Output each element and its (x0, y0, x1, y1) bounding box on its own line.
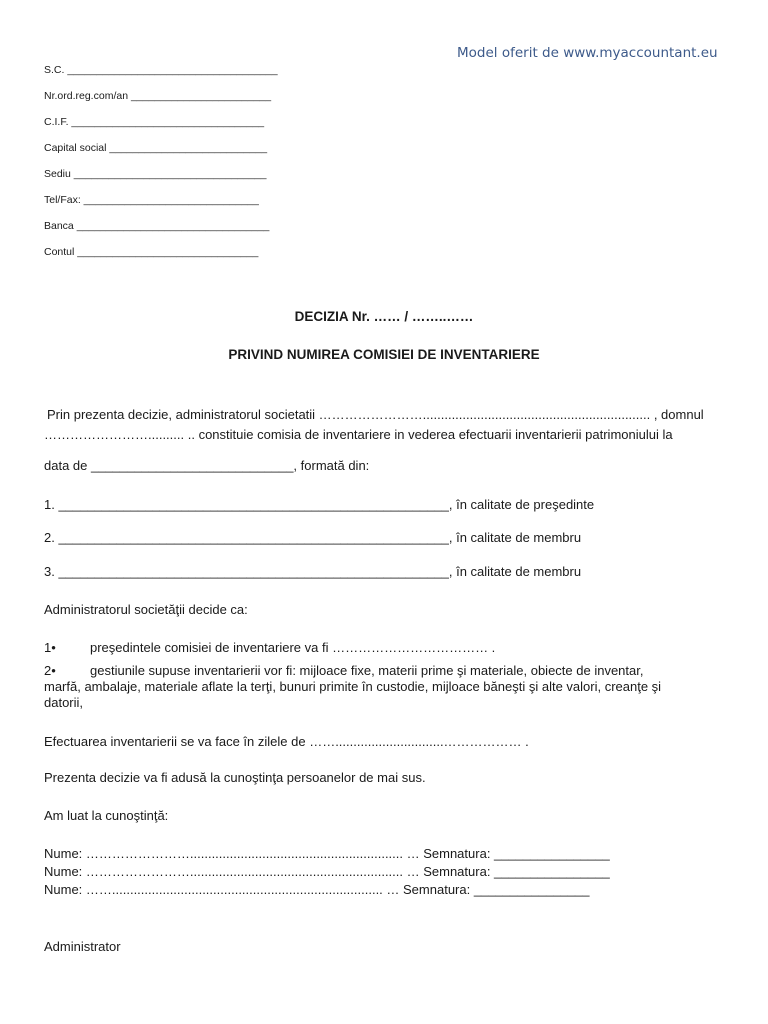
watermark-text: Model oferit de www.myaccountant.eu (457, 45, 718, 61)
item-2-line-1: gestiunile supuse inventarierii vor fi: mijloace fixe, materii prime şi materiale, obiecte de inventar, (90, 663, 644, 678)
company-field-sc: S.C. ____________________________________ (44, 64, 278, 76)
inventory-days-line: Efectuarea inventarierii se va face în zilele de ……..............................……………… . (44, 734, 529, 749)
company-field-contul: Contul _______________________________ (44, 246, 259, 258)
signature-line-3: Nume: ……........................................................................... … Semnatura: ________________ (44, 882, 590, 897)
item-2-number: 2• (44, 663, 56, 678)
member-line-2: 2. ______________________________________________________, în calitate de membru (44, 530, 582, 545)
company-field-capital: Capital social ___________________________ (44, 142, 268, 154)
item-2-line-3: datorii, (44, 695, 84, 710)
company-field-reg: Nr.ord.reg.com/an ________________________ (44, 90, 272, 102)
item-1-text: preşedintele comisiei de inventariere va fi ……………………………… . (90, 640, 496, 655)
administrator-label: Administrator (44, 939, 121, 954)
intro-line-1: Prin prezenta decizie, administratorul societatii ……………………............................................................... , domnul (47, 407, 704, 422)
item-1-number: 1• (44, 640, 56, 655)
acknowledged-heading: Am luat la cunoştinţă: (44, 808, 169, 823)
notice-line: Prezenta decizie va fi adusă la cunoştinţa persoanelor de mai sus. (44, 770, 426, 785)
date-line: data de ____________________________, formată din: (44, 458, 370, 473)
item-2-line-2: marfă, ambalaje, materiale aflate la terţi, bunuri primite în custodie, mijloace băneşti şi alte valori, creanţe şi (44, 679, 662, 694)
signature-line-1: Nume: ……………………........................................................... … Semnatura: ________________ (44, 846, 610, 861)
company-field-sediu: Sediu _________________________________ (44, 168, 267, 180)
company-field-telfax: Tel/Fax: ______________________________ (44, 194, 259, 206)
intro-line-2: …………………….......... .. constituie comisia de inventariere in vederea efectuarii inventarierii patrimoniului la (44, 427, 673, 442)
company-field-banca: Banca _________________________________ (44, 220, 270, 232)
decides-heading: Administratorul societăţii decide ca: (44, 602, 248, 617)
signature-line-2: Nume: ……………………........................................................... … Semnatura: ________________ (44, 864, 610, 879)
member-line-3: 3. ______________________________________________________, în calitate de membru (44, 564, 582, 579)
company-field-cif: C.I.F. _________________________________ (44, 116, 265, 128)
decision-subtitle: PRIVIND NUMIREA COMISIEI DE INVENTARIERE (228, 347, 540, 362)
member-line-1: 1. ______________________________________________________, în calitate de preşedinte (44, 497, 595, 512)
decision-title: DECIZIA Nr. …… / ……..…… (294, 309, 474, 324)
